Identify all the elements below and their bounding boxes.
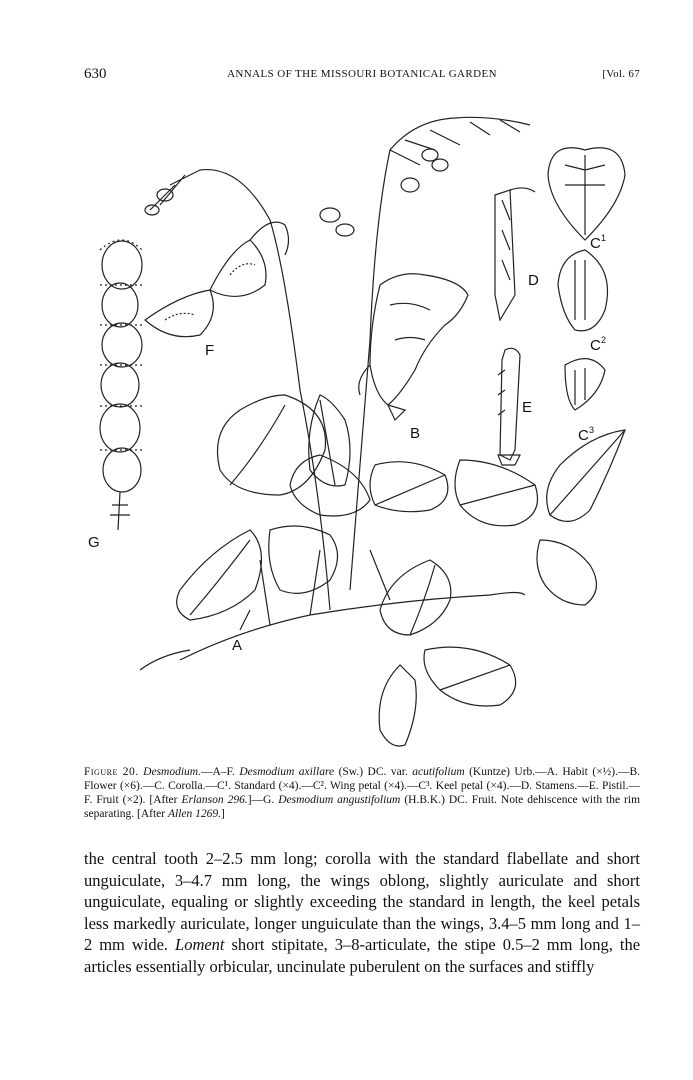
caption-species2: Desmodium angustifolium	[278, 794, 401, 806]
label-a: A	[232, 637, 243, 654]
journal-title: ANNALS OF THE MISSOURI BOTANICAL GARDEN	[227, 68, 497, 80]
botanical-illustration	[70, 110, 650, 760]
label-c3-sup: 3	[589, 425, 595, 435]
caption-part3: (Kuntze) Urb.—A. Habit (×½).—B. Flower (×6).—C. Corolla.—C¹. Standard (×4).—C². Wing petal (×4).—C³. Keel petal (×4).—D. Stamens.—E. Pistil.—F. Fruit (×2). [After	[84, 766, 641, 806]
volume-number: [Vol. 67	[602, 68, 640, 80]
pistil-e	[498, 348, 520, 465]
inflorescence-stems	[145, 117, 533, 610]
figure-caption	[84, 765, 640, 821]
label-e: E	[522, 399, 533, 416]
label-c2-sup: 2	[601, 335, 607, 345]
caption-collector1: Erlanson 296.	[181, 794, 248, 806]
label-c1: C	[590, 235, 601, 252]
plant-drawing	[70, 110, 650, 760]
body-text-1: the central tooth 2–2.5 mm long; corolla with the standard flabellate and short unguiculate, 3–4.7 mm long, the wings oblong, slightly auriculate and short unguiculate, equaling or slightly exceeding the standard in length, the keel petals less markedly auriculate, longer unguiculate than the wings, 3.4–5 mm long and 1–2 mm wide.	[84, 849, 640, 955]
label-b: B	[410, 425, 421, 442]
body-text-2: short stipitate, 3–8-articulate, the stipe 0.5–2 mm long, the articles essentially orbicular, uncinulate puberulent on the surfaces and stiffly	[84, 935, 641, 976]
petal-standard-c1	[548, 148, 625, 240]
label-c3: C	[578, 427, 589, 444]
petal-wing-c2	[558, 250, 608, 331]
caption-species1: Desmodium axillare	[239, 766, 335, 778]
caption-collector2: Allen 1269.	[167, 808, 222, 820]
caption-part2: (Sw.) DC. var.	[338, 766, 408, 778]
caption-genus: Desmodium.	[143, 766, 201, 778]
fruit-pods-f	[145, 222, 289, 337]
habit-a	[140, 395, 625, 746]
flower-b	[359, 274, 468, 420]
running-header	[84, 66, 640, 84]
loment-label: Loment	[175, 935, 225, 955]
label-f: F	[205, 342, 215, 359]
label-g: G	[88, 534, 100, 551]
caption-part1: —A–F.	[200, 766, 235, 778]
caption-part4: ]—G.	[247, 794, 275, 806]
stamens-d	[495, 188, 535, 320]
caption-part5: (H.B.K.) DC. Fruit. Note dehiscence with the rim separating. [After	[84, 794, 641, 820]
petal-keel-c3	[565, 359, 605, 410]
figure-label: Figure 20.	[84, 766, 139, 778]
label-d: D	[528, 272, 539, 289]
label-c1-sup: 1	[601, 233, 607, 243]
caption-variety: acutifolium	[412, 766, 465, 778]
fruit-loment-g	[100, 240, 142, 530]
label-c2: C	[590, 337, 601, 354]
caption-part6: ]	[221, 808, 225, 820]
page-number: 630	[84, 66, 107, 82]
body-paragraph	[84, 848, 640, 978]
